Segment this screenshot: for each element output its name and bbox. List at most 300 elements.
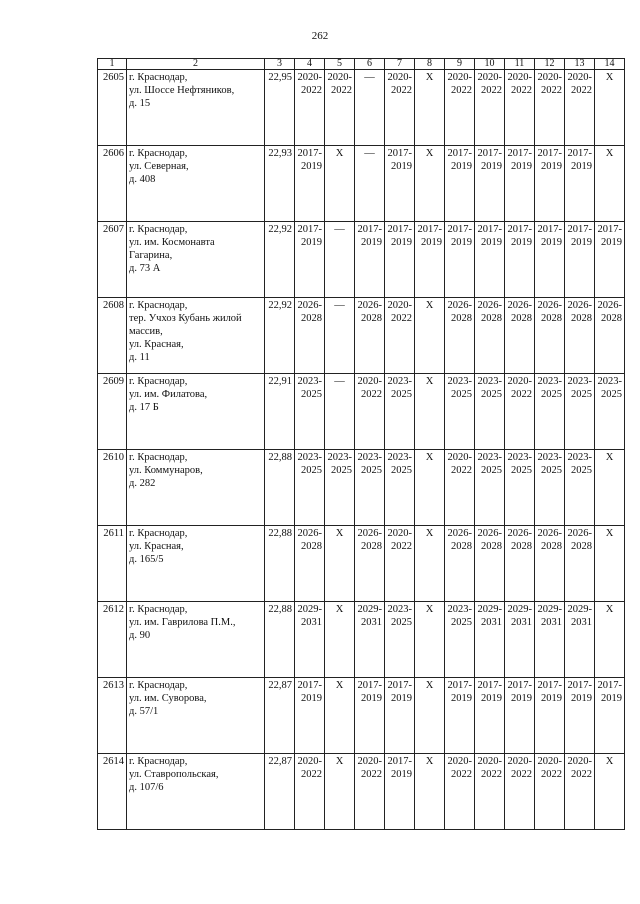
cell-text: 2025 — [571, 389, 592, 400]
cell-text: 2022 — [301, 769, 322, 780]
cell-text: 2023- — [567, 452, 592, 463]
row-number-cell — [98, 298, 127, 374]
cell-text: ул. Ставропольская, — [129, 769, 219, 780]
year-range-cell — [385, 754, 415, 830]
cell-text: г. Краснодар, — [129, 72, 188, 83]
cell-text: 2023- — [327, 452, 352, 463]
cell-text: 2020- — [507, 376, 532, 387]
cell-text: X — [425, 680, 434, 691]
cell-text: 2020- — [567, 72, 592, 83]
year-range-cell — [445, 678, 475, 754]
cell-text: 2019 — [361, 237, 382, 248]
cell-text: 2026- — [537, 528, 562, 539]
status-cell — [595, 450, 625, 526]
cell-text: г. Краснодар, — [129, 300, 188, 311]
cell-text: 2019 — [391, 769, 412, 780]
cell-text: 2019 — [301, 693, 322, 704]
year-range-cell — [595, 678, 625, 754]
year-range-cell — [565, 222, 595, 298]
status-cell — [595, 70, 625, 146]
year-range-cell — [565, 146, 595, 222]
cell-text: 22,92 — [268, 224, 292, 235]
cell-text: 2017- — [387, 148, 412, 159]
cell-text: X — [605, 528, 614, 539]
year-range-cell — [475, 450, 505, 526]
cell-text: 2026- — [447, 300, 472, 311]
cell-text: 2020- — [357, 376, 382, 387]
cell-text: 2017- — [357, 680, 382, 691]
status-cell — [325, 298, 355, 374]
cell-text: г. Краснодар, — [129, 376, 188, 387]
cell-text: 2019 — [391, 161, 412, 172]
cell-text: ул. им. Филатова, — [129, 389, 208, 400]
cell-text: X — [605, 756, 614, 767]
cell-text: 2025 — [391, 389, 412, 400]
year-range-cell — [565, 602, 595, 678]
cell-text: 2026- — [507, 300, 532, 311]
cell-text: 2025 — [451, 389, 472, 400]
year-range-cell — [565, 526, 595, 602]
cell-text: д. 90 — [129, 630, 151, 641]
cell-text: 2022 — [571, 769, 592, 780]
row-number-cell — [98, 374, 127, 450]
value-cell — [265, 754, 295, 830]
year-range-cell — [355, 754, 385, 830]
cell-text: 2606 — [103, 148, 124, 159]
cell-text: 2019 — [511, 161, 532, 172]
cell-text: X — [605, 452, 614, 463]
cell-text: X — [425, 300, 434, 311]
year-range-cell — [565, 754, 595, 830]
cell-text: X — [605, 148, 614, 159]
cell-text: ул. им. Суворова, — [129, 693, 207, 704]
cell-text: 2019 — [541, 693, 562, 704]
cell-text: д. 15 — [129, 98, 151, 109]
cell-text: 2605 — [103, 72, 124, 83]
year-range-cell — [355, 526, 385, 602]
status-cell — [325, 602, 355, 678]
status-cell — [355, 146, 385, 222]
cell-text: 22,93 — [268, 148, 292, 159]
cell-text: X — [335, 604, 344, 615]
year-range-cell — [355, 374, 385, 450]
cell-text: 22,88 — [268, 604, 292, 615]
cell-text: 2028 — [301, 313, 322, 324]
cell-text: 2017- — [567, 148, 592, 159]
cell-text: 2019 — [301, 237, 322, 248]
address-cell — [127, 526, 265, 602]
status-cell — [415, 70, 445, 146]
cell-text: 2020- — [507, 72, 532, 83]
year-range-cell — [475, 602, 505, 678]
cell-text: 2019 — [421, 237, 442, 248]
page-number: 262 — [311, 30, 329, 42]
cell-text: 2020- — [477, 72, 502, 83]
cell-text: 2022 — [391, 313, 412, 324]
cell-text: 2613 — [103, 680, 124, 691]
column-number-row — [98, 59, 625, 70]
column-header: 12 — [535, 59, 565, 70]
cell-text: 2017- — [507, 224, 532, 235]
year-range-cell — [535, 70, 565, 146]
row-number-cell — [98, 754, 127, 830]
column-header: 1 — [98, 59, 127, 70]
cell-text: 2025 — [541, 389, 562, 400]
cell-text: ул. им. Гаврилова П.М., — [129, 617, 236, 628]
cell-text: 2020- — [447, 756, 472, 767]
year-range-cell — [535, 146, 565, 222]
cell-text: X — [335, 148, 344, 159]
cell-text: 2020- — [447, 72, 472, 83]
cell-text: 2019 — [571, 161, 592, 172]
cell-text: 2025 — [331, 465, 352, 476]
address-cell — [127, 754, 265, 830]
cell-text: 2022 — [451, 465, 472, 476]
cell-text: — — [364, 148, 375, 159]
cell-text: X — [335, 756, 344, 767]
status-cell — [415, 298, 445, 374]
year-range-cell — [505, 146, 535, 222]
year-range-cell — [475, 298, 505, 374]
value-cell — [265, 146, 295, 222]
cell-text: 2017- — [447, 148, 472, 159]
year-range-cell — [385, 374, 415, 450]
cell-text: 22,87 — [268, 680, 292, 691]
table-row — [98, 298, 625, 374]
year-range-cell — [385, 602, 415, 678]
year-range-cell — [295, 602, 325, 678]
cell-text: X — [425, 452, 434, 463]
cell-text: ул. Северная, — [129, 161, 189, 172]
cell-text: 2017- — [297, 148, 322, 159]
cell-text: массив, — [129, 326, 163, 337]
year-range-cell — [475, 526, 505, 602]
cell-text: 2026- — [297, 528, 322, 539]
address-cell — [127, 222, 265, 298]
year-range-cell — [445, 374, 475, 450]
cell-text: 2028 — [541, 541, 562, 552]
year-range-cell — [505, 222, 535, 298]
year-range-cell — [535, 602, 565, 678]
cell-text: 2023- — [477, 376, 502, 387]
cell-text: 2031 — [541, 617, 562, 628]
status-cell — [325, 374, 355, 450]
row-number-cell — [98, 450, 127, 526]
cell-text: 2028 — [301, 541, 322, 552]
cell-text: 2025 — [481, 389, 502, 400]
year-range-cell — [505, 70, 535, 146]
cell-text: — — [334, 376, 345, 387]
column-header: 8 — [415, 59, 445, 70]
cell-text: 2022 — [331, 85, 352, 96]
cell-text: 2017- — [297, 680, 322, 691]
cell-text: X — [425, 528, 434, 539]
cell-text: 2022 — [481, 769, 502, 780]
status-cell — [415, 146, 445, 222]
cell-text: 2019 — [601, 237, 622, 248]
cell-text: 2022 — [391, 541, 412, 552]
cell-text: 2020- — [327, 72, 352, 83]
cell-text: — — [334, 300, 345, 311]
status-cell — [595, 146, 625, 222]
year-range-cell — [445, 602, 475, 678]
table-body — [98, 59, 625, 830]
cell-text: 2026- — [357, 300, 382, 311]
cell-text: 2023- — [567, 376, 592, 387]
year-range-cell — [475, 678, 505, 754]
cell-text: 2017- — [477, 680, 502, 691]
year-range-cell — [445, 450, 475, 526]
column-header: 14 — [595, 59, 625, 70]
cell-text: 2023- — [297, 376, 322, 387]
cell-text: 2023- — [537, 452, 562, 463]
year-range-cell — [595, 374, 625, 450]
column-header: 6 — [355, 59, 385, 70]
cell-text: д. 107/6 — [129, 782, 164, 793]
cell-text: 2022 — [301, 85, 322, 96]
cell-text: 2020- — [447, 452, 472, 463]
table-row — [98, 70, 625, 146]
row-number-cell — [98, 146, 127, 222]
row-number-cell — [98, 602, 127, 678]
cell-text: 2017- — [537, 224, 562, 235]
cell-text: 2026- — [507, 528, 532, 539]
cell-text: 2019 — [541, 161, 562, 172]
cell-text: X — [425, 72, 434, 83]
cell-text: 2022 — [511, 85, 532, 96]
cell-text: 2017- — [567, 680, 592, 691]
year-range-cell — [475, 374, 505, 450]
cell-text: 2028 — [451, 541, 472, 552]
table-row — [98, 374, 625, 450]
table-row — [98, 222, 625, 298]
year-range-cell — [355, 222, 385, 298]
cell-text: 2017- — [537, 148, 562, 159]
cell-text: 2023- — [387, 604, 412, 615]
status-cell — [595, 602, 625, 678]
column-header: 4 — [295, 59, 325, 70]
cell-text: 22,95 — [268, 72, 292, 83]
cell-text: 2025 — [451, 617, 472, 628]
cell-text: 2019 — [541, 237, 562, 248]
year-range-cell — [445, 222, 475, 298]
year-range-cell — [385, 222, 415, 298]
cell-text: 2028 — [361, 541, 382, 552]
row-number-cell — [98, 678, 127, 754]
cell-text: д. 282 — [129, 478, 156, 489]
status-cell — [415, 374, 445, 450]
cell-text: г. Краснодар, — [129, 680, 188, 691]
year-range-cell — [565, 374, 595, 450]
year-range-cell — [535, 678, 565, 754]
year-range-cell — [295, 222, 325, 298]
row-number-cell — [98, 222, 127, 298]
address-cell — [127, 678, 265, 754]
cell-text: 2025 — [391, 617, 412, 628]
cell-text: 2019 — [601, 693, 622, 704]
cell-text: 2029- — [297, 604, 322, 615]
year-range-cell — [385, 298, 415, 374]
column-header: 13 — [565, 59, 595, 70]
value-cell — [265, 222, 295, 298]
status-cell — [415, 754, 445, 830]
cell-text: 2017- — [387, 224, 412, 235]
cell-text: 2019 — [451, 161, 472, 172]
cell-text: 2019 — [481, 693, 502, 704]
registry-table — [97, 58, 625, 830]
column-header: 2 — [127, 59, 265, 70]
status-cell — [415, 678, 445, 754]
year-range-cell — [355, 298, 385, 374]
column-header: 5 — [325, 59, 355, 70]
cell-text: 2028 — [361, 313, 382, 324]
value-cell — [265, 70, 295, 146]
cell-text: д. 73 А — [129, 263, 161, 274]
cell-text: 2026- — [357, 528, 382, 539]
year-range-cell — [535, 374, 565, 450]
cell-text: 2031 — [301, 617, 322, 628]
address-cell — [127, 298, 265, 374]
cell-text: 2019 — [451, 693, 472, 704]
cell-text: 2022 — [451, 85, 472, 96]
cell-text: 2023- — [297, 452, 322, 463]
cell-text: 2017- — [447, 680, 472, 691]
cell-text: 2017- — [387, 680, 412, 691]
cell-text: д. 165/5 — [129, 554, 164, 565]
cell-text: 2017- — [297, 224, 322, 235]
cell-text: 2031 — [511, 617, 532, 628]
value-cell — [265, 602, 295, 678]
year-range-cell — [355, 678, 385, 754]
cell-text: 2028 — [511, 541, 532, 552]
cell-text: 2031 — [571, 617, 592, 628]
cell-text: ул. Коммунаров, — [129, 465, 203, 476]
column-header: 11 — [505, 59, 535, 70]
cell-text: X — [425, 756, 434, 767]
cell-text: 2023- — [537, 376, 562, 387]
cell-text: 2022 — [361, 769, 382, 780]
cell-text: 2022 — [511, 769, 532, 780]
cell-text: 2019 — [571, 237, 592, 248]
cell-text: 2609 — [103, 376, 124, 387]
year-range-cell — [295, 678, 325, 754]
cell-text: 2020- — [387, 528, 412, 539]
cell-text: X — [605, 72, 614, 83]
cell-text: 2029- — [567, 604, 592, 615]
year-range-cell — [295, 526, 325, 602]
cell-text: 2022 — [511, 389, 532, 400]
cell-text: 2025 — [511, 465, 532, 476]
cell-text: 2023- — [387, 452, 412, 463]
cell-text: 2025 — [481, 465, 502, 476]
cell-text: 2017- — [537, 680, 562, 691]
cell-text: 2022 — [361, 389, 382, 400]
year-range-cell — [505, 602, 535, 678]
cell-text: 2025 — [541, 465, 562, 476]
year-range-cell — [445, 146, 475, 222]
cell-text: 2026- — [597, 300, 622, 311]
cell-text: 2017- — [507, 680, 532, 691]
cell-text: 2020- — [387, 72, 412, 83]
cell-text: 2029- — [477, 604, 502, 615]
year-range-cell — [535, 222, 565, 298]
year-range-cell — [595, 222, 625, 298]
year-range-cell — [445, 526, 475, 602]
cell-text: г. Краснодар, — [129, 528, 188, 539]
cell-text: 2023- — [357, 452, 382, 463]
year-range-cell — [385, 450, 415, 526]
cell-text: ул. Красная, — [129, 339, 184, 350]
status-cell — [415, 450, 445, 526]
year-range-cell — [505, 526, 535, 602]
status-cell — [595, 526, 625, 602]
cell-text: X — [605, 604, 614, 615]
year-range-cell — [565, 298, 595, 374]
cell-text: X — [335, 528, 344, 539]
cell-text: 2029- — [507, 604, 532, 615]
cell-text: 2025 — [601, 389, 622, 400]
year-range-cell — [505, 374, 535, 450]
status-cell — [415, 602, 445, 678]
cell-text: 22,92 — [268, 300, 292, 311]
year-range-cell — [565, 70, 595, 146]
table-row — [98, 450, 625, 526]
cell-text: 2612 — [103, 604, 124, 615]
address-cell — [127, 374, 265, 450]
year-range-cell — [535, 754, 565, 830]
cell-text: 2023- — [447, 376, 472, 387]
year-range-cell — [445, 298, 475, 374]
year-range-cell — [385, 678, 415, 754]
year-range-cell — [595, 298, 625, 374]
cell-text: 2020- — [477, 756, 502, 767]
cell-text: 2022 — [541, 769, 562, 780]
cell-text: 2608 — [103, 300, 124, 311]
cell-text: 2026- — [477, 300, 502, 311]
cell-text: 2031 — [481, 617, 502, 628]
table-row — [98, 602, 625, 678]
column-header: 9 — [445, 59, 475, 70]
year-range-cell — [295, 374, 325, 450]
status-cell — [355, 70, 385, 146]
cell-text: 2020- — [357, 756, 382, 767]
cell-text: 2026- — [567, 300, 592, 311]
year-range-cell — [445, 70, 475, 146]
cell-text: 2026- — [537, 300, 562, 311]
cell-text: тер. Учхоз Кубань жилой — [129, 313, 242, 324]
value-cell — [265, 450, 295, 526]
cell-text: 2023- — [477, 452, 502, 463]
cell-text: 2017- — [417, 224, 442, 235]
value-cell — [265, 678, 295, 754]
cell-text: 2017- — [447, 224, 472, 235]
cell-text: 2026- — [567, 528, 592, 539]
address-cell — [127, 450, 265, 526]
cell-text: 2020- — [507, 756, 532, 767]
value-cell — [265, 374, 295, 450]
cell-text: 2019 — [481, 237, 502, 248]
cell-text: 2020- — [297, 756, 322, 767]
cell-text: 2028 — [601, 313, 622, 324]
status-cell — [325, 678, 355, 754]
cell-text: 2029- — [357, 604, 382, 615]
cell-text: 2017- — [387, 756, 412, 767]
year-range-cell — [325, 70, 355, 146]
cell-text: 2019 — [391, 693, 412, 704]
cell-text: ул. Шоссе Нефтяников, — [129, 85, 235, 96]
cell-text: 2022 — [391, 85, 412, 96]
cell-text: 2614 — [103, 756, 124, 767]
